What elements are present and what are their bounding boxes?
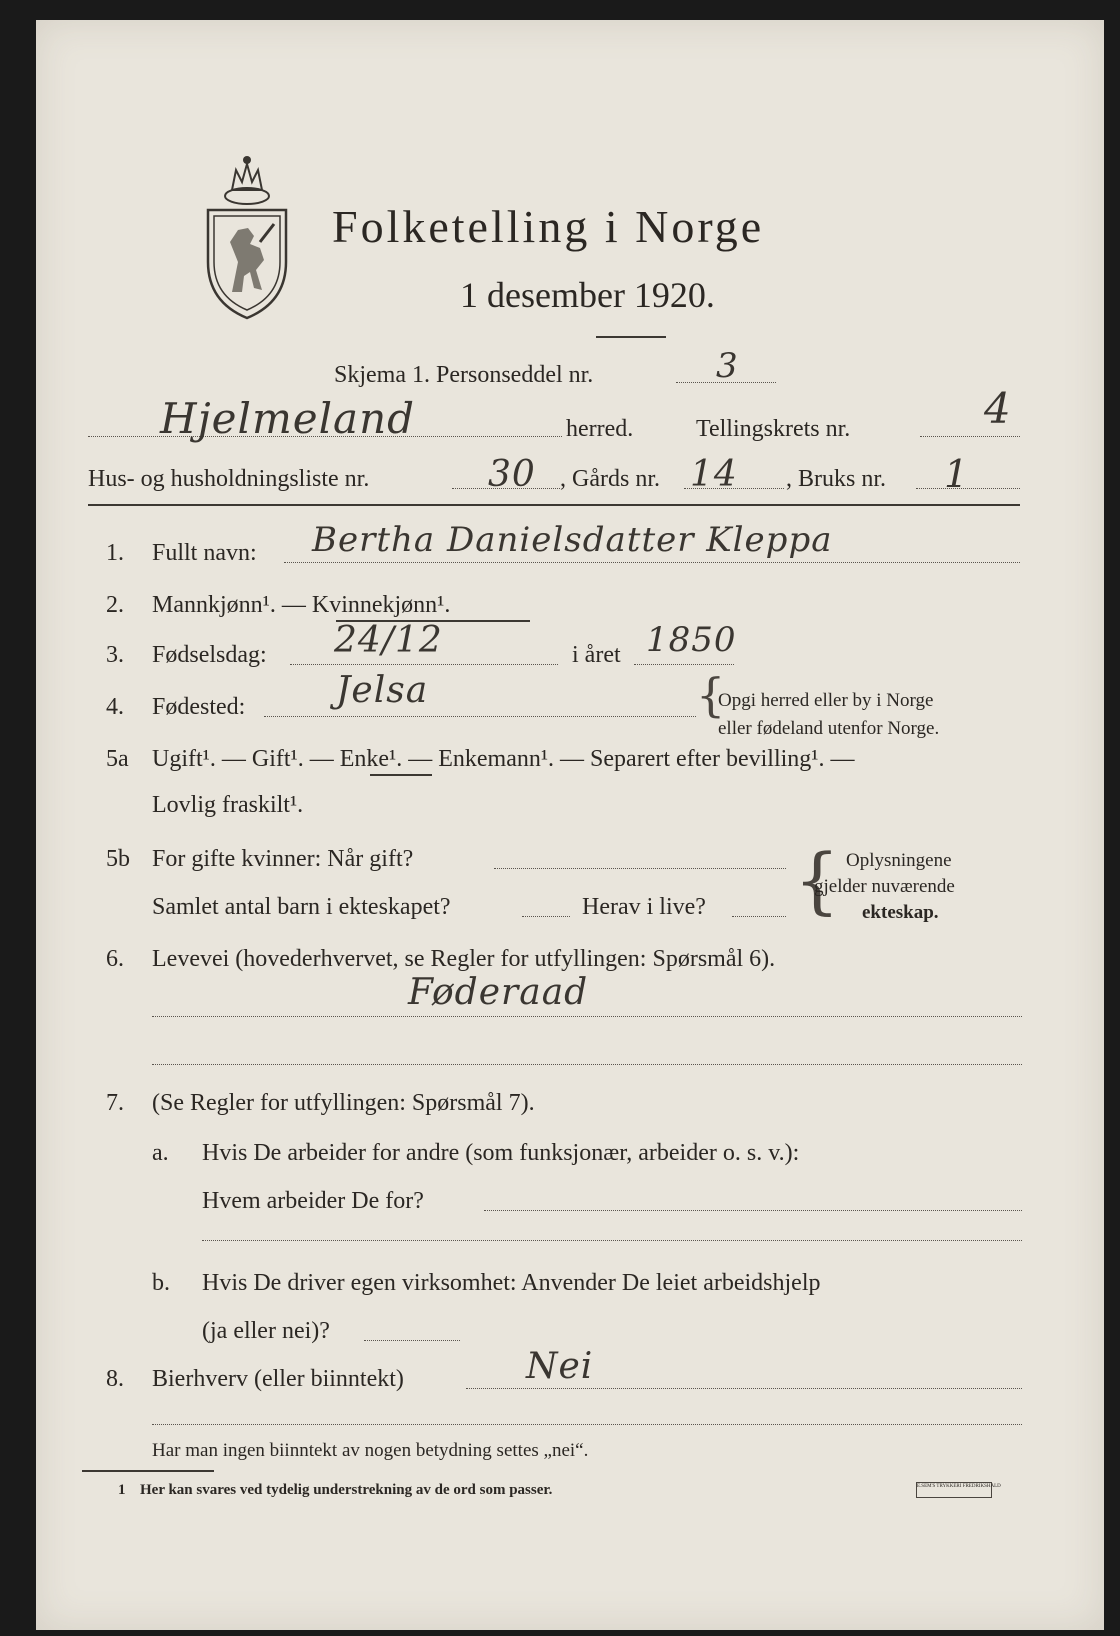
q7b-label: (ja eller nei)? [202, 1318, 330, 1344]
q4-brace: { [696, 668, 726, 722]
q7b-letter: b. [152, 1270, 170, 1296]
q7b-line [364, 1340, 460, 1341]
q6-occupation[interactable]: Føderaad [408, 972, 589, 1013]
q7a-employer-line [484, 1210, 1022, 1211]
herred-label: herred. [566, 416, 634, 442]
q4-note-2: eller fødeland utenfor Norge. [718, 718, 940, 739]
herred-value[interactable]: Hjelmeland [160, 394, 416, 443]
q5b-label-married: For gifte kvinner: Når gift? [152, 846, 414, 872]
hus-label: Hus- og husholdningsliste nr. [88, 466, 370, 492]
q5b-note-2: gjelder nuværende [814, 876, 955, 897]
gards-label: , Gårds nr. [560, 466, 660, 492]
footnote-rule [82, 1470, 214, 1472]
personseddel-nr[interactable]: 3 [716, 346, 739, 386]
q5a-number: 5a [106, 746, 129, 772]
q3-year-label: i året [572, 642, 621, 668]
q7a-employer-label: Hvem arbeider De for? [202, 1188, 424, 1214]
q5b-alive-line [732, 916, 786, 917]
census-form-sheet [36, 20, 1104, 1630]
q8-extra-line [152, 1424, 1022, 1425]
q5b-married-line [494, 868, 786, 869]
q5b-note-3: ekteskap. [862, 902, 939, 923]
q6-occupation-label: Levevei (hovederhvervet, se Regler for utfyllingen: Spørsmål 6). [152, 946, 776, 972]
q3-number: 3. [106, 642, 124, 668]
q5b-note-1: Oplysningene [846, 850, 952, 871]
bruks-label: , Bruks nr. [786, 466, 887, 492]
footnote-text: Her kan svares ved tydelig understrekning av de ord som passer. [140, 1482, 553, 1498]
q2-number: 2. [106, 592, 124, 618]
q5b-number: 5b [106, 846, 130, 872]
skjema-label: Skjema 1. Personseddel nr. [334, 362, 594, 388]
q1-label: Fullt navn: [152, 540, 257, 566]
tellingskrets-line [920, 436, 1020, 437]
q7a-text: Hvis De arbeider for andre (som funksjonær, arbeider o. s. v.): [202, 1140, 800, 1166]
q5a-marital-status-2: Lovlig fraskilt¹. [152, 792, 304, 818]
bruks-nr[interactable]: 1 [944, 452, 970, 496]
q1-line [284, 562, 1020, 563]
q6-number: 6. [106, 946, 124, 972]
q3-year-line [634, 664, 734, 665]
q1-full-name[interactable]: Bertha Danielsdatter Kleppa [312, 520, 833, 560]
q8-line [466, 1388, 1022, 1389]
q4-note-1: Opgi herred eller by i Norge [718, 690, 934, 711]
title-divider [596, 336, 666, 338]
q6-line-1 [152, 1016, 1022, 1017]
section-divider [88, 504, 1020, 506]
hus-nr[interactable]: 30 [488, 454, 536, 495]
q7-number: 7. [106, 1090, 124, 1116]
q5a-underline [370, 774, 432, 776]
form-title: Folketelling i Norge [332, 201, 765, 252]
coat-of-arms-icon [202, 152, 292, 322]
gards-nr[interactable]: 14 [690, 454, 738, 495]
q6-line-2 [152, 1064, 1022, 1065]
q2-gender: Mannkjønn¹. — Kvinnekjønn¹. [152, 592, 451, 618]
q1-number: 1. [106, 540, 124, 566]
q3-birthdate[interactable]: 24/12 [334, 620, 443, 661]
q4-line [264, 716, 696, 717]
q3-birth-year[interactable]: 1850 [646, 620, 737, 660]
q8-label: Bierhverv (eller biinntekt) [152, 1366, 404, 1392]
q7a-letter: a. [152, 1140, 169, 1166]
printer-stamp: E.SEM'S TRYKKERI FREDRIKSHALD [916, 1482, 992, 1498]
q5a-marital-status: Ugift¹. — Gift¹. — Enke¹. — Enkemann¹. — Separert efter bevilling¹. — [152, 746, 855, 772]
q4-label: Fødested: [152, 694, 246, 720]
q3-line [290, 664, 558, 665]
footnote-marker: 1 [118, 1482, 126, 1498]
q3-label: Fødselsdag: [152, 642, 267, 668]
q8-number: 8. [106, 1366, 124, 1392]
tellingskrets-label: Tellingskrets nr. [696, 416, 851, 442]
tellingskrets-nr[interactable]: 4 [984, 384, 1012, 433]
q8-note: Har man ingen biinntekt av nogen betydning settes „nei“. [152, 1440, 589, 1461]
q5b-children-line [522, 916, 570, 917]
q5b-label-children: Samlet antal barn i ekteskapet? [152, 894, 451, 920]
q7-label: (Se Regler for utfyllingen: Spørsmål 7). [152, 1090, 535, 1116]
q4-number: 4. [106, 694, 124, 720]
q5b-brace: { [794, 838, 840, 922]
census-date: 1 desember 1920. [460, 275, 715, 315]
q4-birthplace[interactable]: Jelsa [336, 670, 429, 711]
q7a-extra-line [202, 1240, 1022, 1241]
q5b-label-alive: Herav i live? [582, 894, 706, 920]
q7b-text: Hvis De driver egen virksomhet: Anvender De leiet arbeidshjelp [202, 1270, 821, 1296]
q8-value[interactable]: Nei [526, 1346, 594, 1387]
